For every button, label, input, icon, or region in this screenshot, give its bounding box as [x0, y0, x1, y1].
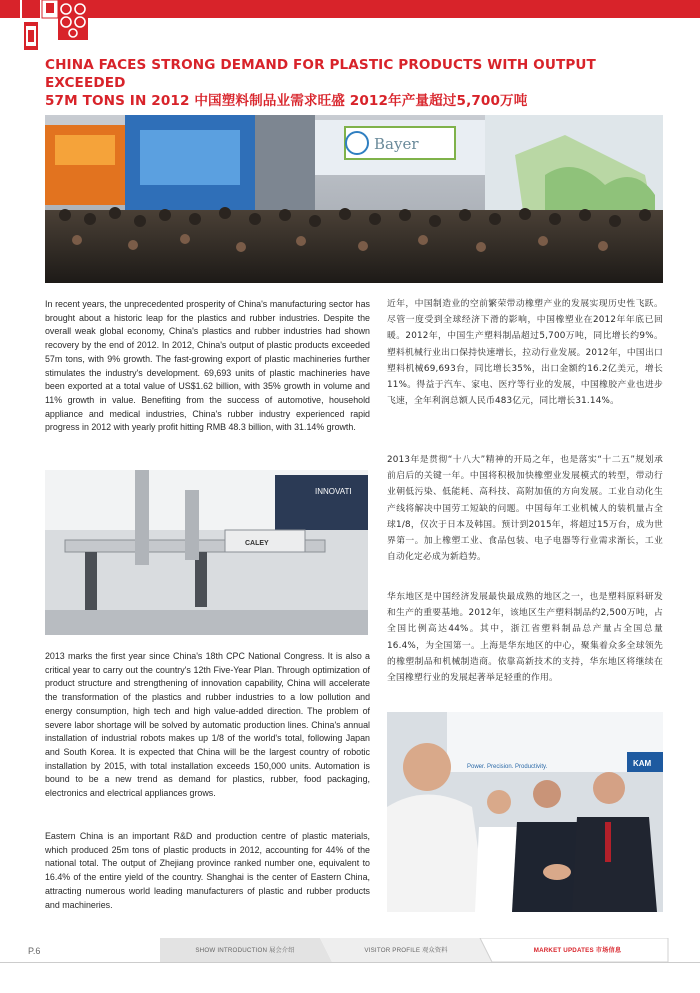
tab-show-introduction[interactable]: SHOW INTRODUCTION 展会介绍 — [195, 947, 295, 954]
english-paragraph-2: 2013 marks the first year since China's 18th CPC National Congress. It is also a critical year to carry out the country's 12th Five-Year Plan. Through optimization of product structure and strengthening of innovation capability, China will accelerate the transformation of the plastics and rubber industries to a low pollution and energy consumption, high tech and high value-added direction. The problem of severe labor shortage will be solved by automatic production lines. China's annual installation of industrial robots makes up 1/8 of the world's total, following Japan and South Korea. It is expected that China will be the largest country of robotic installation by 2015, with total installation exceeds 150,000 units. Automation is bound to be a new trend as demand for plastics, rubber, food packaging, electronics and electrical appliances grows. — [45, 651, 370, 799]
bayer-sign-text: Bayer — [374, 135, 419, 153]
top-red-band — [0, 0, 700, 18]
chinaplas-logo — [20, 0, 60, 56]
page-number: P.6 — [28, 946, 41, 956]
caley-brand-text: CALEY — [245, 540, 269, 547]
robot-booth-photo — [45, 470, 368, 635]
innovation-banner-text: INNOVATI — [315, 487, 352, 496]
kam-banner-text: Power. Precision. Productivity. — [467, 764, 548, 770]
headline-line-2: 57M TONS IN 2012 中国塑料制品业需求旺盛 2012年产量超过5,700万吨 — [45, 93, 528, 109]
tab-visitor-profile[interactable]: VISITOR PROFILE 观众资料 — [364, 947, 448, 954]
chinese-paragraph-1: 近年，中国制造业的空前繁荣带动橡塑产业的发展实现历史性飞跃。尽管一度受到全球经济下滑的影响，中国橡塑业在2012年年底已回暖。2012年，中国生产塑料制品超过5,700万吨，同比增长约9%。塑料机械行业出口保持快速增长，拉动行业发展。2012年，中国出口塑料机械69,693台，同比增长35%，出口金额约16.2亿美元，增长11%。得益于汽车、家电、医疗等行业的发展，中国橡胶产业也进步飞速，全年利润总额人民币483亿元，同比增长31.14%。 — [387, 299, 663, 407]
knot-emblem-icon — [58, 0, 88, 56]
english-paragraph-1: In recent years, the unprecedented prosperity of China's manufacturing sector has brought about a historic leap for the plastics and rubber industries. Despite the overall weak global economy, China's plastics and rubber industries had shown recovery by the end of 2012. In 2012, China's output of plastic products exceeded 57m tons, with 9% growth. The fast-growing export of plastic machineries further stimulates the industry's development. 69,693 units of plastic machineries have been exported at a total value of US$1.62 billion, with 35% growth in volume and 11% growth in value. Benefiting from the success of automotive, household appliance and medical industries, China's rubber industry experienced rapid progress in 2012 with yearly profit hitting RMB 48.3 billion, with 31.14% growth. — [45, 299, 370, 433]
tab-market-updates[interactable]: MARKET UPDATES 市场信息 — [533, 947, 622, 954]
chinese-paragraph-2: 2013年是贯彻“十八大”精神的开局之年，也是落实“十二五”规划承前启后的关键一年。中国将积极加快橡塑业发展模式的转型，带动行业朝低污染、低能耗、高科技、高附加值的方向发展。工业自动化生产线将解决中国劳工短缺的问题。中国每年工业机械人的装机量占全球1/8，仅次于日本及韩国。预计到2015年，将超过15万台，成为世界第一。加上橡塑工业、食品包装、电子电器等行业需求渐长，工业自动化定必成为新趋势。 — [387, 455, 663, 563]
headline-line-1: CHINA FACES STRONG DEMAND FOR PLASTIC PRODUCTS WITH OUTPUT EXCEEDED — [45, 57, 596, 91]
handshake-photo — [387, 712, 663, 912]
chinese-paragraph-3: 华东地区是中国经济发展最快最成熟的地区之一，也是塑料原料研发和生产的重要基地。2012年，该地区生产塑料制品约2,500万吨，占全国比例高达44%。其中，浙江省塑料制品总产量占全国总量16.4%，为全国第一。上海是华东地区的中心，聚集着众多全球领先的橡塑制品和机械制造商。依靠高新技术的支持，华东地区将继续在全国橡塑行业的发展起著举足轻重的作用。 — [387, 592, 663, 684]
kam-brand-text: KAM — [633, 759, 652, 768]
article-headline — [45, 56, 665, 110]
exhibition-hall-photo — [45, 115, 663, 283]
english-paragraph-3: Eastern China is an important R&D and production centre of plastic materials, which produced 25m tons of plastic products in 2012, accounting for 44% of the national total. The output of Zhejiang province ranked number one, equivalent to 16.4% of the entire yield of the country. Shanghai is the center of Eastern China, attracting numerous world leading manufacturers of plastic and rubber products and machineries. — [45, 831, 370, 910]
